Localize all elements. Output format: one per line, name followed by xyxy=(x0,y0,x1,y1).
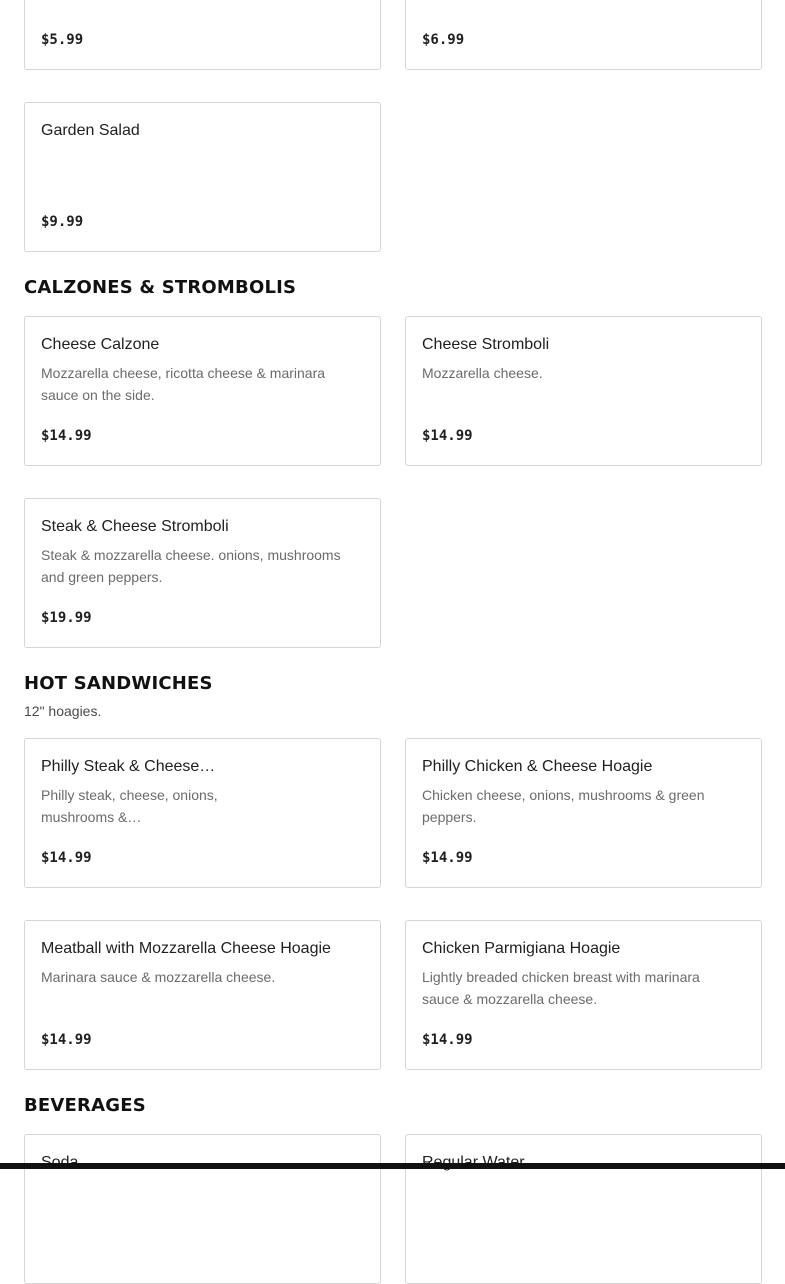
menu-item-card[interactable] xyxy=(405,1134,762,1284)
item-name: Chicken Parmigiana Hoagie xyxy=(422,940,621,957)
item-price: $14.99 xyxy=(41,428,92,444)
menu-item-card[interactable] xyxy=(24,316,381,466)
item-price: $9.99 xyxy=(41,214,84,230)
item-price: $5.99 xyxy=(41,32,84,48)
item-name: Garden Salad xyxy=(41,122,140,139)
item-name: Philly Chicken & Cheese Hoagie xyxy=(422,758,653,775)
menu-item-card[interactable] xyxy=(24,0,381,70)
section-title-hot-sandwiches: HOT SANDWICHES xyxy=(24,673,213,694)
item-description: Lightly breaded chicken breast with marinara sauce & mozzarella cheese. xyxy=(422,969,700,1007)
item-price: $14.99 xyxy=(41,1032,92,1048)
item-description: Chicken cheese, onions, mushrooms & green peppers. xyxy=(422,787,705,825)
menu-item-card[interactable] xyxy=(405,920,762,1070)
section-subtitle: 12" hoagies. xyxy=(24,703,102,719)
section-title-calzones: CALZONES & STROMBOLIS xyxy=(24,277,297,298)
item-description: Philly steak, cheese, onions, mushrooms &… xyxy=(41,787,218,825)
item-description: Mozzarella cheese. xyxy=(422,365,543,381)
item-price: $14.99 xyxy=(422,850,473,866)
item-description: Mozzarella cheese, ricotta cheese & marinara sauce on the side. xyxy=(41,365,326,403)
section-title-beverages: BEVERAGES xyxy=(24,1095,146,1116)
item-price: $19.99 xyxy=(41,610,92,626)
item-price: $14.99 xyxy=(41,850,92,866)
item-price: $6.99 xyxy=(422,32,465,48)
item-name: Cheese Stromboli xyxy=(422,336,550,353)
bottom-bar xyxy=(0,1163,785,1169)
menu-item-card[interactable] xyxy=(24,498,381,648)
item-name: Philly Steak & Cheese… xyxy=(41,758,216,775)
item-description: Marinara sauce & mozzarella cheese. xyxy=(41,969,276,985)
menu-item-card[interactable] xyxy=(405,316,762,466)
item-name: Cheese Calzone xyxy=(41,336,160,353)
item-price: $14.99 xyxy=(422,428,473,444)
menu-item-card[interactable] xyxy=(24,738,381,888)
menu-item-card[interactable] xyxy=(24,1134,381,1284)
menu-item-card[interactable] xyxy=(405,738,762,888)
menu-item-card[interactable] xyxy=(405,0,762,70)
item-price: $14.99 xyxy=(422,1032,473,1048)
menu-item-card[interactable] xyxy=(24,102,381,252)
item-name: Meatball with Mozzarella Cheese Hoagie xyxy=(41,940,331,957)
item-name: Steak & Cheese Stromboli xyxy=(41,518,229,535)
item-description: Steak & mozzarella cheese. onions, mushrooms and green peppers. xyxy=(41,547,341,585)
menu-item-card[interactable] xyxy=(24,920,381,1070)
